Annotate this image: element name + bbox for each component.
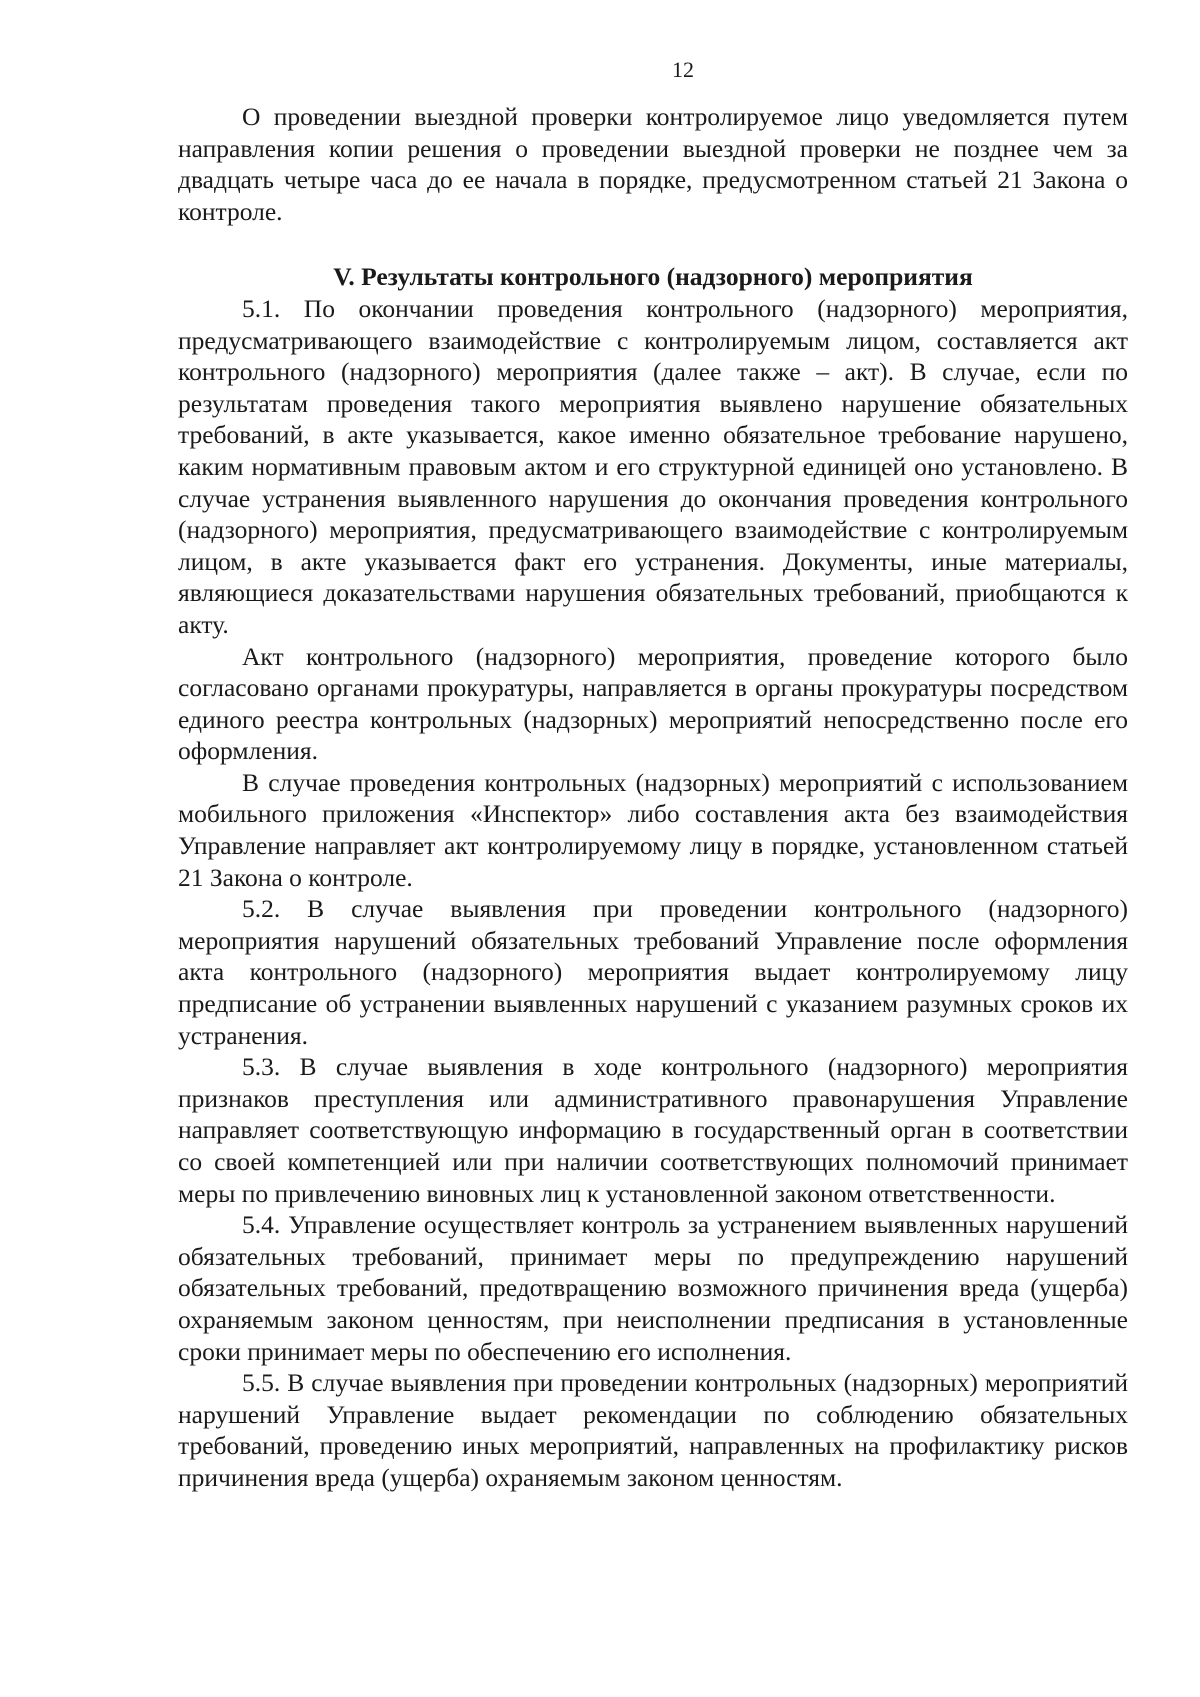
- paragraph-5-5: 5.5. В случае выявления при проведении контрольных (надзорных) мероприятий нарушений Управление выдает рекомендации по соблюдению обязательных требований, проведению иных мероприятий, направленных на профилактику рисков причинения вреда (ущерба) охраняемым законом ценностям.: [178, 1368, 1128, 1492]
- page-number: 12: [672, 57, 694, 82]
- paragraph-5-2: 5.2. В случае выявления при проведении контрольного (надзорного) мероприятия нарушений обязательных требований Управление после оформления акта контрольного (надзорного) мероприятия выдает контролируемому лицу предписание об устранении выявленных нарушений с указанием разумных сроков их устранения.: [178, 894, 1128, 1050]
- paragraph-act-mobile-app: В случае проведения контрольных (надзорных) мероприятий с использованием мобильного приложения «Инспектор» либо составления акта без взаимодействия Управление направляет акт контролируемому лицу в порядке, установленном статьей 21 Закона о контроле.: [178, 767, 1128, 892]
- paragraph-act-prosecutor: Акт контрольного (надзорного) мероприятия, проведение которого было согласовано органами прокуратуры, направляется в органы прокуратуры посредством единого реестра контрольных (надзорных) мероприятий непосредственно после его оформления.: [178, 641, 1128, 766]
- paragraph-5-3: 5.3. В случае выявления в ходе контрольного (надзорного) мероприятия признаков преступления или административного правонарушения Управление направляет соответствующую информацию в государственный орган в соответствии со своей компетенцией или при наличии соответствующих полномочий принимает меры по привлечению виновных лиц к установленной законом ответственности.: [178, 1052, 1128, 1208]
- paragraph-5-1: 5.1. По окончании проведения контрольного (надзорного) мероприятия, предусматривающего взаимодействие с контролируемым лицом, составляется акт контрольного (надзорного) мероприятия (далее также – акт). В случае, если по результатам проведения такого мероприятия выявлено нарушение обязательных требований, в акте указывается, какое именно обязательное требование нарушено, каким нормативным правовым актом и его структурной единицей оно установлено. В случае устранения выявленного нарушения до окончания проведения контрольного (надзорного) мероприятия, предусматривающего взаимодействие с контролируемым лицом, в акте указывается факт его устранения. Документы, иные материалы, являющиеся доказательствами нарушения обязательных требований, приобщаются к акту.: [178, 293, 1128, 639]
- paragraph-5-4: 5.4. Управление осуществляет контроль за устранением выявленных нарушений обязательных требований, принимает меры по предупреждению нарушений обязательных требований, предотвращению возможного причинения вреда (ущерба) охраняемым законом ценностям, при неисполнении предписания в установленные сроки принимает меры по обеспечению его исполнения.: [178, 1210, 1128, 1366]
- intro-paragraph: О проведении выездной проверки контролируемое лицо уведомляется путем направления копии решения о проведении выездной проверки не позднее чем за двадцать четыре часа до ее начала в порядке, предусмотренном статьей 21 Закона о контроле.: [178, 102, 1128, 226]
- section-heading: V. Результаты контрольного (надзорного) мероприятия: [333, 262, 973, 292]
- document-page: [178, 55, 1128, 1494]
